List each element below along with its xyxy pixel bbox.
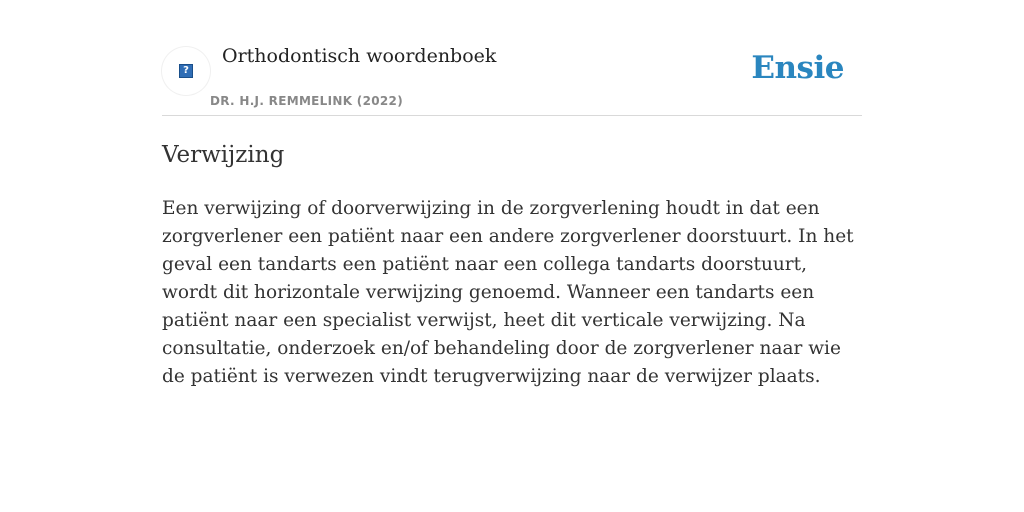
entry-definition: Een verwijzing of doorverwijzing in de zorgverlening houdt in dat een zorgverlener een patiënt naar een andere zorgverlener doorstuurt. In het geval een tandarts een patiënt naar een collega tandarts doorstuurt, wordt dit horizontale verwijzing genoemd. Wanneer een tandarts een patiënt naar een specialist verwijst, heet dit verticale verwijzing. Na consultatie, onderzoek en/of behandeling door de zorgverlener naar wie de patiënt is verwezen vindt terugverwijzing naar de verwijzer plaats. [162,198,854,387]
brand-logo-link[interactable]: Ensie [751,50,844,86]
entry-term: Verwijzing [162,142,285,168]
page-header [162,0,862,116]
book-author: DR. H.J. REMMELINK (2022) [210,94,403,108]
book-cover-thumbnail[interactable] [162,47,210,95]
page-container [162,0,862,391]
book-title-link[interactable]: Orthodontisch woordenboek [222,45,497,67]
book-cover-placeholder-icon: ? [179,64,193,78]
